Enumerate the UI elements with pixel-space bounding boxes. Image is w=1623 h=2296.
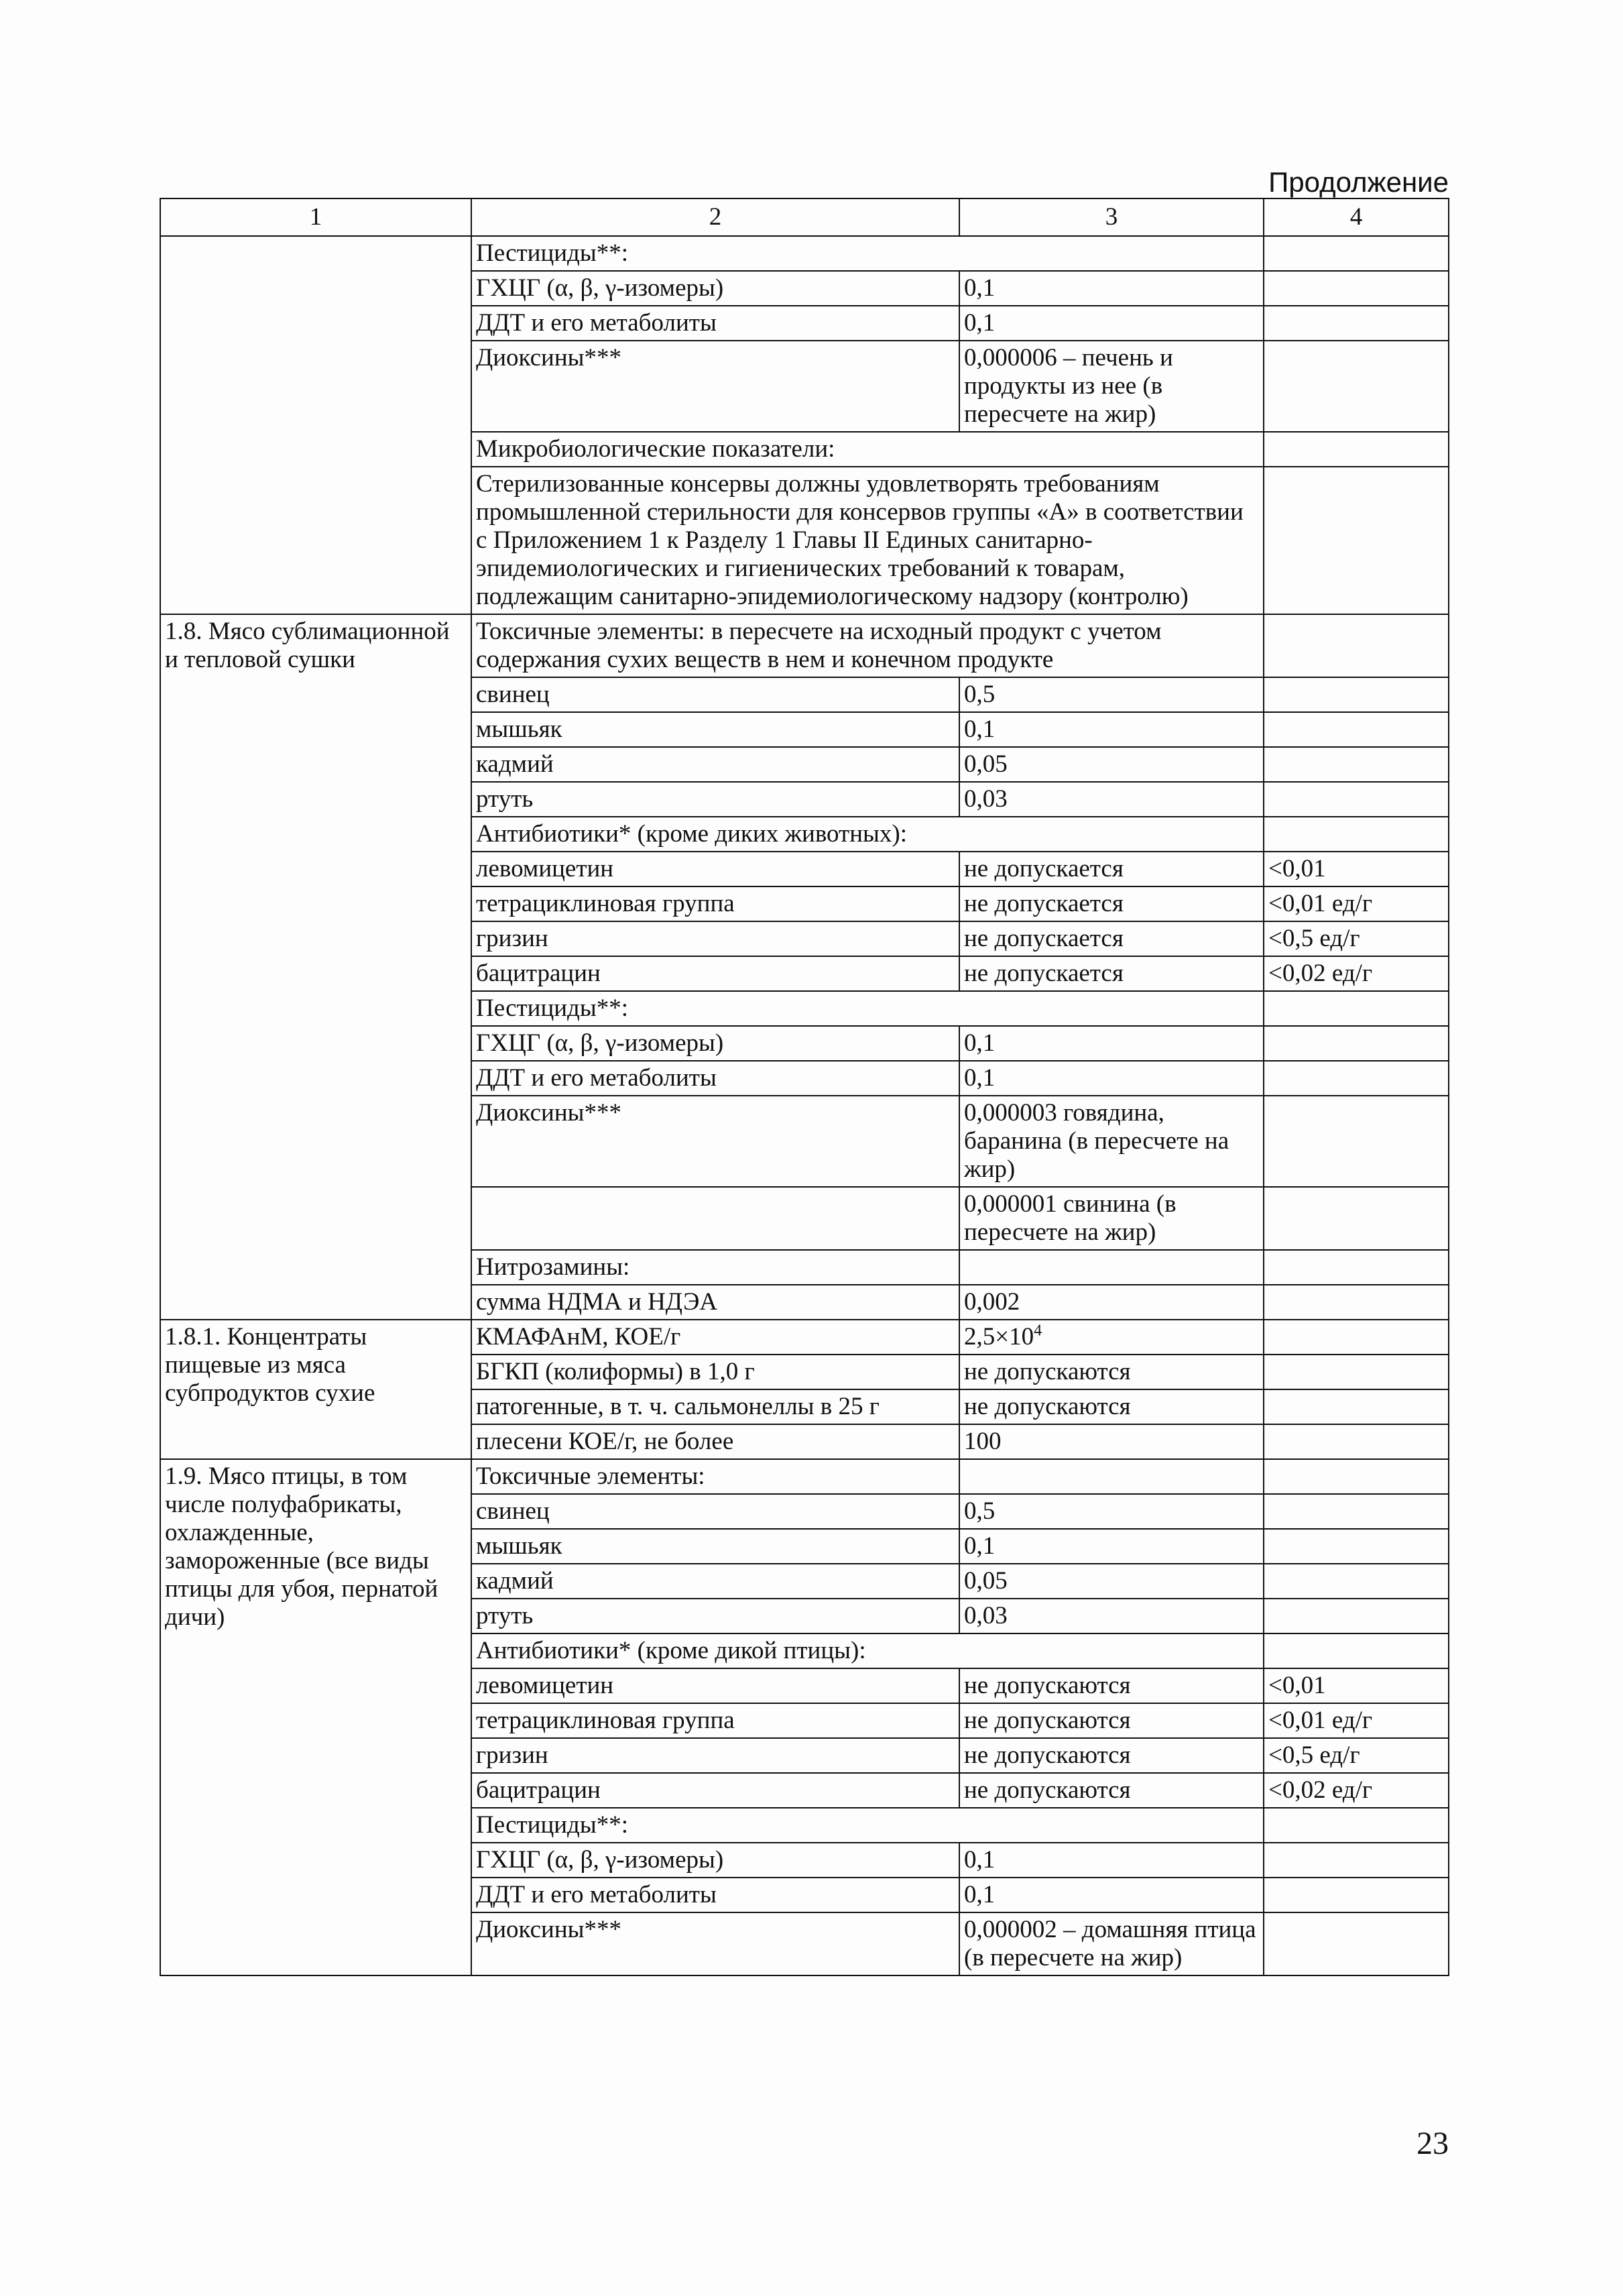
detection-limit-cell [1264, 1808, 1449, 1843]
indicator-cell: Антибиотики* (кроме дикой птицы): [471, 1633, 1264, 1668]
limit-cell: не допускаются [959, 1668, 1264, 1703]
limit-cell: не допускается [959, 921, 1264, 956]
detection-limit-cell [1264, 1320, 1449, 1355]
indicator-cell: ДДТ и его метаболиты [471, 1061, 959, 1096]
detection-limit-cell [1264, 1459, 1449, 1494]
indicator-cell: тетрациклиновая группа [471, 886, 959, 921]
table-row [160, 614, 1449, 677]
indicator-cell: ДДТ и его метаболиты [471, 1878, 959, 1912]
product-category-cell [160, 236, 471, 614]
continuation-label: Продолжение [1268, 166, 1449, 198]
limit-cell: не допускаются [959, 1389, 1264, 1424]
detection-limit-cell: <0,01 [1264, 852, 1449, 886]
column-header-1: 1 [160, 198, 471, 236]
limit-cell: 0,1 [959, 1529, 1264, 1564]
limit-cell: не допускается [959, 886, 1264, 921]
limit-cell: 0,5 [959, 677, 1264, 712]
detection-limit-cell: <0,01 [1264, 1668, 1449, 1703]
detection-limit-cell [1264, 1096, 1449, 1187]
indicator-cell: свинец [471, 677, 959, 712]
limit-cell: 0,03 [959, 1599, 1264, 1633]
limit-cell: 0,5 [959, 1494, 1264, 1529]
limit-cell: не допускаются [959, 1355, 1264, 1389]
indicator-cell: левомицетин [471, 852, 959, 886]
indicator-cell: Антибиотики* (кроме диких животных): [471, 817, 1264, 852]
detection-limit-cell [1264, 1912, 1449, 1975]
indicator-cell: бацитрацин [471, 956, 959, 991]
detection-limit-cell [1264, 712, 1449, 747]
indicator-cell: Пестициды**: [471, 236, 1264, 271]
indicator-cell: Микробиологические показатели: [471, 432, 1264, 467]
detection-limit-cell [1264, 1599, 1449, 1633]
indicator-cell: гризин [471, 921, 959, 956]
detection-limit-cell [1264, 782, 1449, 817]
limit-cell: не допускаются [959, 1773, 1264, 1808]
limit-exponent: 4 [1034, 1322, 1042, 1340]
limit-cell: 0,1 [959, 1061, 1264, 1096]
detection-limit-cell: <0,01 ед/г [1264, 886, 1449, 921]
detection-limit-cell [1264, 341, 1449, 432]
indicator-cell: ртуть [471, 1599, 959, 1633]
indicator-cell: Диоксины*** [471, 1096, 959, 1187]
limit-cell: 0,002 [959, 1285, 1264, 1320]
column-header-2: 2 [471, 198, 959, 236]
detection-limit-cell [1264, 306, 1449, 341]
limit-cell: 0,03 [959, 782, 1264, 817]
limit-cell [959, 1250, 1264, 1285]
detection-limit-cell: <0,5 ед/г [1264, 921, 1449, 956]
indicator-cell: мышьяк [471, 1529, 959, 1564]
detection-limit-cell [1264, 614, 1449, 677]
detection-limit-cell: <0,01 ед/г [1264, 1703, 1449, 1738]
detection-limit-cell [1264, 1355, 1449, 1389]
table-row [160, 1459, 1449, 1494]
indicator-cell: бацитрацин [471, 1773, 959, 1808]
limit-cell [959, 1459, 1264, 1494]
detection-limit-cell [1264, 1494, 1449, 1529]
limit-cell: 0,1 [959, 306, 1264, 341]
limit-cell: 0,000002 – домашняя птица (в пересчете на жир) [959, 1912, 1264, 1975]
indicator-cell: Диоксины*** [471, 1912, 959, 1975]
indicator-cell: КМАФАнМ, КОЕ/г [471, 1320, 959, 1355]
detection-limit-cell [1264, 817, 1449, 852]
indicator-cell: Диоксины*** [471, 341, 959, 432]
limit-cell: не допускаются [959, 1738, 1264, 1773]
table-header-row [160, 198, 1449, 236]
detection-limit-cell [1264, 1564, 1449, 1599]
indicator-cell: левомицетин [471, 1668, 959, 1703]
detection-limit-cell [1264, 236, 1449, 271]
indicator-cell: Токсичные элементы: в пересчете на исходный продукт с учетом содержания сухих веществ в нем и конечном продукте [471, 614, 1264, 677]
detection-limit-cell: <0,02 ед/г [1264, 1773, 1449, 1808]
indicator-cell: свинец [471, 1494, 959, 1529]
indicator-cell: ртуть [471, 782, 959, 817]
column-header-4: 4 [1264, 198, 1449, 236]
detection-limit-cell [1264, 432, 1449, 467]
detection-limit-cell [1264, 747, 1449, 782]
table-row [160, 1320, 1449, 1355]
indicator-cell: мышьяк [471, 712, 959, 747]
limit-cell: 0,1 [959, 271, 1264, 306]
requirements-table-body [160, 198, 1449, 1975]
indicator-cell: тетрациклиновая группа [471, 1703, 959, 1738]
indicator-cell: БГКП (колиформы) в 1,0 г [471, 1355, 959, 1389]
detection-limit-cell [1264, 1061, 1449, 1096]
page-number: 23 [1417, 2126, 1449, 2161]
product-category-cell: 1.8.1. Концентраты пищевые из мяса субпродуктов сухие [160, 1320, 471, 1459]
limit-cell: 0,05 [959, 1564, 1264, 1599]
detection-limit-cell [1264, 1529, 1449, 1564]
detection-limit-cell: <0,02 ед/г [1264, 956, 1449, 991]
limit-cell [959, 1320, 1264, 1355]
limit-cell: 0,1 [959, 1026, 1264, 1061]
indicator-cell: кадмий [471, 1564, 959, 1599]
limit-cell: 0,000006 – печень и продукты из нее (в пересчете на жир) [959, 341, 1264, 432]
requirements-table [160, 198, 1449, 1976]
detection-limit-cell [1264, 677, 1449, 712]
limit-cell: не допускается [959, 852, 1264, 886]
limit-cell: 0,05 [959, 747, 1264, 782]
indicator-cell: Токсичные элементы: [471, 1459, 959, 1494]
indicator-cell [471, 1187, 959, 1250]
table-row [160, 236, 1449, 271]
detection-limit-cell [1264, 1843, 1449, 1878]
limit-cell: 0,000003 говядина, баранина (в пересчете на жир) [959, 1096, 1264, 1187]
limit-cell: не допускаются [959, 1703, 1264, 1738]
detection-limit-cell [1264, 1389, 1449, 1424]
limit-cell: 0,1 [959, 1843, 1264, 1878]
detection-limit-cell [1264, 1633, 1449, 1668]
detection-limit-cell [1264, 1250, 1449, 1285]
indicator-cell: кадмий [471, 747, 959, 782]
limit-value: 2,5×10 [964, 1323, 1034, 1351]
detection-limit-cell [1264, 1187, 1449, 1250]
limit-cell: 0,000001 свинина (в пересчете на жир) [959, 1187, 1264, 1250]
indicator-cell: патогенные, в т. ч. сальмонеллы в 25 г [471, 1389, 959, 1424]
detection-limit-cell: <0,5 ед/г [1264, 1738, 1449, 1773]
detection-limit-cell [1264, 991, 1449, 1026]
indicator-cell: Стерилизованные консервы должны удовлетворять требованиям промышленной стерильности для консервов группы «А» в соответствии с Приложением 1 к Разделу 1 Главы II Единых санитарно-эпидемиологических и гигиенических требований к товарам, подлежащим санитарно-эпидемиологическому надзору (контролю) [471, 467, 1264, 614]
detection-limit-cell [1264, 1285, 1449, 1320]
column-header-3: 3 [959, 198, 1264, 236]
indicator-cell: сумма НДМА и НДЭА [471, 1285, 959, 1320]
detection-limit-cell [1264, 467, 1449, 614]
detection-limit-cell [1264, 1878, 1449, 1912]
detection-limit-cell [1264, 271, 1449, 306]
product-category-cell: 1.8. Мясо сублимационной и тепловой сушки [160, 614, 471, 1320]
indicator-cell: ДДТ и его метаболиты [471, 306, 959, 341]
indicator-cell: Нитрозамины: [471, 1250, 959, 1285]
indicator-cell: ГХЦГ (α, β, γ-изомеры) [471, 271, 959, 306]
indicator-cell: гризин [471, 1738, 959, 1773]
indicator-cell: Пестициды**: [471, 991, 1264, 1026]
limit-cell: не допускается [959, 956, 1264, 991]
product-category-cell: 1.9. Мясо птицы, в том числе полуфабрикаты, охлажденные, замороженные (все виды птицы для убоя, пернатой дичи) [160, 1459, 471, 1975]
indicator-cell: ГХЦГ (α, β, γ-изомеры) [471, 1843, 959, 1878]
indicator-cell: Пестициды**: [471, 1808, 1264, 1843]
limit-cell: 0,1 [959, 1878, 1264, 1912]
limit-cell: 0,1 [959, 712, 1264, 747]
detection-limit-cell [1264, 1424, 1449, 1459]
limit-cell: 100 [959, 1424, 1264, 1459]
indicator-cell: ГХЦГ (α, β, γ-изомеры) [471, 1026, 959, 1061]
indicator-cell: плесени КОЕ/г, не более [471, 1424, 959, 1459]
detection-limit-cell [1264, 1026, 1449, 1061]
